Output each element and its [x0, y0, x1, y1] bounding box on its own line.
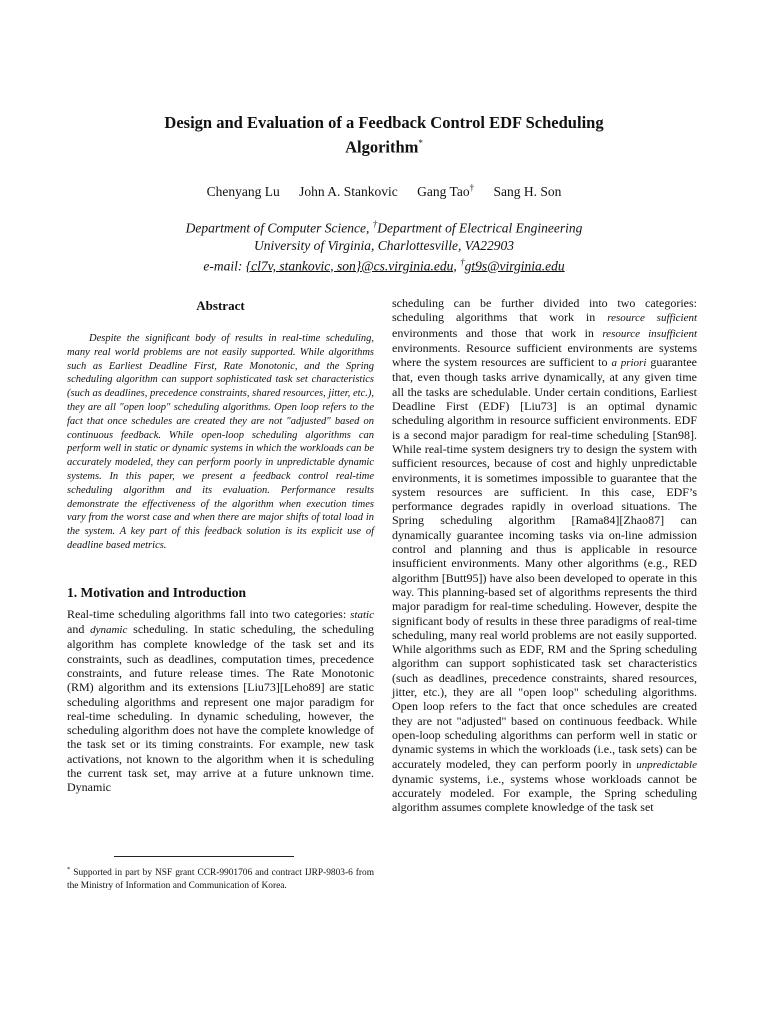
footnote: * Supported in part by NSF grant CCR-9901706 and contract IJRP-9803-6 from the Ministry of Information and Communication of Korea. — [67, 866, 374, 891]
author-list — [100, 182, 668, 200]
abstract-text: Despite the significant body of results in real-time scheduling, many real world problems are not easily supported. While algorithms such as Earliest Deadline First, Rate Monotonic, and the Spring scheduling algorithm can support sophisticated task set characteristics (such as deadlines, precedence constraints, shared resources, jitter, etc.), they are all "open loop" scheduling algorithms. Open loop refers to the fact that once schedules are created they are not "adjusted" based on continuous feedback. While open-loop scheduling algorithms can perform well in static or dynamic systems in which the workloads can be accurately modeled, they can perform poorly in unpredictable dynamic systems. In this paper, we present a feedback control real-time scheduling algorithm and its evaluation. Performance results demonstrate the effectiveness of the algorithm when execution times vary from the worst case and when there are major shifts of total load in the system. A key part of this feedback solution is its explicit use of deadline based metrics. — [67, 333, 374, 551]
email-link-1[interactable]: {cl7v, stankovic, son}@cs.virginia.edu, — [245, 258, 457, 273]
author-3: Gang Tao† — [417, 182, 475, 199]
author-2: John A. Stankovic — [299, 183, 398, 199]
left-column — [67, 296, 374, 795]
affiliation-line-1: Department of Computer Science, †Department of Electrical Engineering — [185, 219, 583, 236]
footnote-divider — [114, 856, 294, 857]
section-1-heading: 1. Motivation and Introduction — [67, 584, 247, 600]
author-4: Sang H. Son — [493, 183, 562, 199]
section-1-paragraph: Real-time scheduling algorithms fall into two categories: static and dynamic scheduling. In static scheduling, the scheduling algorithm has complete knowledge of the task set and its constraints, such as deadlines, computation times, precedence constraints, and future release times. The Rate Monotonic (RM) algorithm and its extensions [Liu73][Leho89] are static scheduling algorithms and represent one major paradigm for real-time scheduling. In dynamic scheduling, however, the scheduling algorithm does not have the complete knowledge of the task set or its timing constraints. For example, new task activations, not known to the algorithm when it is scheduling the current task set, may arrive at a future unknown time. Dynamic — [67, 606, 375, 795]
footnote-mark: * — [67, 866, 71, 873]
email-line: e-mail: {cl7v, stankovic, son}@cs.virginia.edu, †gt9s@virginia.edu — [203, 256, 565, 273]
affiliation-line-2: University of Virginia, Charlottesville, VA22903 — [254, 237, 514, 253]
title-line-1: Design and Evaluation of a Feedback Control EDF Scheduling — [164, 113, 604, 132]
right-column-paragraph: scheduling can be further divided into two categories: scheduling algorithms that work in resource sufficient environments and those that work in resource insufficient environments. Resource sufficient environments are systems where the system resources are sufficient to a priori guarantee that, even though tasks arrive dynamically, at any given time all the tasks are schedulable. Under certain conditions, Earliest Deadline First (EDF) [Liu73] is an optimal dynamic scheduling algorithm in resource sufficient environments. EDF is a second major paradigm for real-time scheduling [Stan98]. While real-time system designers try to design the system with sufficient resources, because of cost and highly unpredictable environments, it is sometimes impossible to guarantee that the system resources are sufficient. In this case, EDF’s performance degrades rapidly in overload situations. The Spring scheduling algorithm [Rama84][Zhao87] can dynamically guarantee incoming tasks via on-line admission control and planning and thus is applicable in resource insufficient environments. Many other algorithms (e.g., RED algorithm [Butt95]) have also been developed to operate in this way. This planning-based set of algorithms represents the third major paradigm for real-time scheduling. However, despite the significant body of results in these three paradigms of real-time scheduling, many real world problems are not easily supported. While algorithms such as EDF, RM and the Spring scheduling algorithm can support sophisticated task set characteristics (such as deadlines, precedence constraints, shared resources, jitter, etc.), they are all "open loop" scheduling algorithms. Open loop refers to the fact that once schedules are created they are not "adjusted" based on continuous feedback. While open-loop scheduling algorithms can perform well in static or dynamic systems in which the workloads (i.e., task sets) can be accurately modeled, they can perform poorly in unpredictable dynamic systems, i.e., systems whose workloads cannot be accurately modeled. For example, the Spring scheduling algorithm assumes complete knowledge of the task set — [392, 296, 698, 815]
author-1: Chenyang Lu — [206, 183, 280, 199]
email-link-2[interactable]: gt9s@virginia.edu — [464, 258, 565, 273]
paper-title — [100, 112, 668, 158]
right-column — [392, 296, 697, 815]
title-line-2: Algorithm — [345, 137, 419, 157]
title-footnote-mark: * — [418, 138, 423, 148]
author-3-mark: † — [469, 182, 475, 192]
abstract-heading: Abstract — [196, 298, 245, 313]
affiliation-block — [100, 216, 668, 274]
